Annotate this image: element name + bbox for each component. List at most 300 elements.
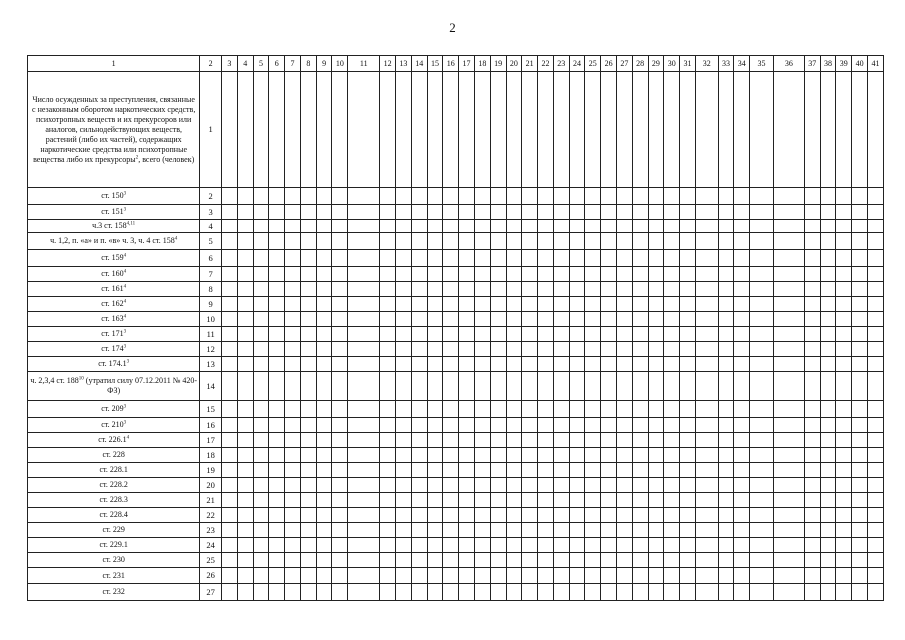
data-cell[interactable] xyxy=(490,448,506,463)
data-cell[interactable] xyxy=(695,401,718,418)
data-cell[interactable] xyxy=(285,205,301,220)
data-cell[interactable] xyxy=(538,553,554,568)
data-cell[interactable] xyxy=(718,357,734,372)
data-cell[interactable] xyxy=(300,233,316,250)
data-cell[interactable] xyxy=(300,282,316,297)
data-cell[interactable] xyxy=(474,267,490,282)
data-cell[interactable] xyxy=(553,205,569,220)
data-cell[interactable] xyxy=(553,372,569,401)
data-cell[interactable] xyxy=(718,282,734,297)
data-cell[interactable] xyxy=(585,312,601,327)
data-cell[interactable] xyxy=(348,250,380,267)
data-cell[interactable] xyxy=(836,553,852,568)
data-cell[interactable] xyxy=(648,282,664,297)
data-cell[interactable] xyxy=(750,584,774,601)
data-cell[interactable] xyxy=(695,584,718,601)
data-cell[interactable] xyxy=(490,418,506,433)
data-cell[interactable] xyxy=(506,297,522,312)
data-cell[interactable] xyxy=(601,508,617,523)
data-cell[interactable] xyxy=(718,418,734,433)
data-cell[interactable] xyxy=(506,478,522,493)
data-cell[interactable] xyxy=(380,357,396,372)
data-cell[interactable] xyxy=(443,297,459,312)
data-cell[interactable] xyxy=(648,205,664,220)
data-cell[interactable] xyxy=(616,233,632,250)
data-cell[interactable] xyxy=(427,478,443,493)
data-cell[interactable] xyxy=(680,188,696,205)
data-cell[interactable] xyxy=(750,418,774,433)
data-cell[interactable] xyxy=(443,584,459,601)
data-cell[interactable] xyxy=(396,553,412,568)
data-cell[interactable] xyxy=(718,205,734,220)
data-cell[interactable] xyxy=(474,418,490,433)
data-cell[interactable] xyxy=(632,418,648,433)
data-cell[interactable] xyxy=(253,297,269,312)
data-cell[interactable] xyxy=(269,205,285,220)
data-cell[interactable] xyxy=(569,523,585,538)
data-cell[interactable] xyxy=(253,250,269,267)
data-cell[interactable] xyxy=(648,233,664,250)
data-cell[interactable] xyxy=(443,342,459,357)
data-cell[interactable] xyxy=(569,463,585,478)
data-cell[interactable] xyxy=(396,297,412,312)
data-cell[interactable] xyxy=(253,188,269,205)
data-cell[interactable] xyxy=(474,342,490,357)
data-cell[interactable] xyxy=(443,312,459,327)
data-cell[interactable] xyxy=(538,312,554,327)
data-cell[interactable] xyxy=(506,220,522,233)
data-cell[interactable] xyxy=(852,250,868,267)
data-cell[interactable] xyxy=(601,220,617,233)
data-cell[interactable] xyxy=(750,342,774,357)
data-cell[interactable] xyxy=(490,233,506,250)
data-cell[interactable] xyxy=(664,523,680,538)
data-cell[interactable] xyxy=(285,357,301,372)
data-cell[interactable] xyxy=(734,523,750,538)
data-cell[interactable] xyxy=(852,342,868,357)
data-cell[interactable] xyxy=(750,478,774,493)
data-cell[interactable] xyxy=(616,357,632,372)
data-cell[interactable] xyxy=(804,372,820,401)
data-cell[interactable] xyxy=(459,463,475,478)
data-cell[interactable] xyxy=(332,463,348,478)
data-cell[interactable] xyxy=(348,433,380,448)
data-cell[interactable] xyxy=(695,463,718,478)
data-cell[interactable] xyxy=(506,568,522,584)
data-cell[interactable] xyxy=(474,538,490,553)
data-cell[interactable] xyxy=(680,297,696,312)
data-cell[interactable] xyxy=(222,508,238,523)
data-cell[interactable] xyxy=(836,418,852,433)
data-cell[interactable] xyxy=(459,401,475,418)
data-cell[interactable] xyxy=(443,553,459,568)
data-cell[interactable] xyxy=(285,493,301,508)
data-cell[interactable] xyxy=(734,463,750,478)
data-cell[interactable] xyxy=(585,233,601,250)
data-cell[interactable] xyxy=(852,282,868,297)
data-cell[interactable] xyxy=(648,267,664,282)
data-cell[interactable] xyxy=(836,568,852,584)
data-cell[interactable] xyxy=(664,401,680,418)
data-cell[interactable] xyxy=(538,523,554,538)
data-cell[interactable] xyxy=(804,205,820,220)
data-cell[interactable] xyxy=(443,372,459,401)
data-cell[interactable] xyxy=(852,433,868,448)
data-cell[interactable] xyxy=(237,188,253,205)
data-cell[interactable] xyxy=(427,463,443,478)
data-cell[interactable] xyxy=(222,327,238,342)
data-cell[interactable] xyxy=(553,327,569,342)
data-cell[interactable] xyxy=(695,327,718,342)
data-cell[interactable] xyxy=(538,282,554,297)
data-cell[interactable] xyxy=(569,282,585,297)
data-cell[interactable] xyxy=(474,282,490,297)
data-cell[interactable] xyxy=(601,418,617,433)
data-cell[interactable] xyxy=(380,233,396,250)
data-cell[interactable] xyxy=(569,267,585,282)
data-cell[interactable] xyxy=(474,372,490,401)
data-cell[interactable] xyxy=(222,463,238,478)
data-cell[interactable] xyxy=(585,72,601,188)
data-cell[interactable] xyxy=(804,508,820,523)
data-cell[interactable] xyxy=(601,205,617,220)
data-cell[interactable] xyxy=(734,297,750,312)
data-cell[interactable] xyxy=(396,523,412,538)
data-cell[interactable] xyxy=(569,342,585,357)
data-cell[interactable] xyxy=(332,568,348,584)
data-cell[interactable] xyxy=(396,568,412,584)
data-cell[interactable] xyxy=(718,584,734,601)
data-cell[interactable] xyxy=(522,205,538,220)
data-cell[interactable] xyxy=(443,508,459,523)
data-cell[interactable] xyxy=(804,523,820,538)
data-cell[interactable] xyxy=(601,463,617,478)
data-cell[interactable] xyxy=(750,538,774,553)
data-cell[interactable] xyxy=(680,463,696,478)
data-cell[interactable] xyxy=(616,568,632,584)
data-cell[interactable] xyxy=(750,433,774,448)
data-cell[interactable] xyxy=(332,327,348,342)
data-cell[interactable] xyxy=(632,357,648,372)
data-cell[interactable] xyxy=(285,342,301,357)
data-cell[interactable] xyxy=(411,538,427,553)
data-cell[interactable] xyxy=(285,553,301,568)
data-cell[interactable] xyxy=(380,508,396,523)
data-cell[interactable] xyxy=(506,312,522,327)
data-cell[interactable] xyxy=(522,233,538,250)
data-cell[interactable] xyxy=(718,372,734,401)
data-cell[interactable] xyxy=(222,267,238,282)
data-cell[interactable] xyxy=(569,220,585,233)
data-cell[interactable] xyxy=(734,233,750,250)
data-cell[interactable] xyxy=(852,72,868,188)
data-cell[interactable] xyxy=(632,72,648,188)
data-cell[interactable] xyxy=(269,357,285,372)
data-cell[interactable] xyxy=(734,448,750,463)
data-cell[interactable] xyxy=(773,188,804,205)
data-cell[interactable] xyxy=(348,584,380,601)
data-cell[interactable] xyxy=(300,267,316,282)
data-cell[interactable] xyxy=(852,553,868,568)
data-cell[interactable] xyxy=(601,372,617,401)
data-cell[interactable] xyxy=(648,250,664,267)
data-cell[interactable] xyxy=(253,493,269,508)
data-cell[interactable] xyxy=(632,312,648,327)
data-cell[interactable] xyxy=(222,220,238,233)
data-cell[interactable] xyxy=(316,282,332,297)
data-cell[interactable] xyxy=(553,418,569,433)
data-cell[interactable] xyxy=(632,553,648,568)
data-cell[interactable] xyxy=(648,297,664,312)
data-cell[interactable] xyxy=(585,418,601,433)
data-cell[interactable] xyxy=(601,478,617,493)
data-cell[interactable] xyxy=(601,282,617,297)
data-cell[interactable] xyxy=(538,418,554,433)
data-cell[interactable] xyxy=(852,523,868,538)
data-cell[interactable] xyxy=(680,523,696,538)
data-cell[interactable] xyxy=(867,312,883,327)
data-cell[interactable] xyxy=(664,220,680,233)
data-cell[interactable] xyxy=(348,282,380,297)
data-cell[interactable] xyxy=(380,312,396,327)
data-cell[interactable] xyxy=(237,220,253,233)
data-cell[interactable] xyxy=(632,584,648,601)
data-cell[interactable] xyxy=(490,584,506,601)
data-cell[interactable] xyxy=(285,282,301,297)
data-cell[interactable] xyxy=(253,72,269,188)
data-cell[interactable] xyxy=(867,538,883,553)
data-cell[interactable] xyxy=(867,433,883,448)
data-cell[interactable] xyxy=(601,72,617,188)
data-cell[interactable] xyxy=(490,553,506,568)
data-cell[interactable] xyxy=(632,433,648,448)
data-cell[interactable] xyxy=(411,433,427,448)
data-cell[interactable] xyxy=(601,584,617,601)
data-cell[interactable] xyxy=(332,312,348,327)
data-cell[interactable] xyxy=(237,553,253,568)
data-cell[interactable] xyxy=(538,508,554,523)
data-cell[interactable] xyxy=(585,538,601,553)
data-cell[interactable] xyxy=(443,72,459,188)
data-cell[interactable] xyxy=(664,584,680,601)
data-cell[interactable] xyxy=(332,188,348,205)
data-cell[interactable] xyxy=(852,312,868,327)
data-cell[interactable] xyxy=(396,282,412,297)
data-cell[interactable] xyxy=(695,297,718,312)
data-cell[interactable] xyxy=(773,478,804,493)
data-cell[interactable] xyxy=(804,584,820,601)
data-cell[interactable] xyxy=(680,220,696,233)
data-cell[interactable] xyxy=(648,433,664,448)
data-cell[interactable] xyxy=(300,205,316,220)
data-cell[interactable] xyxy=(285,233,301,250)
data-cell[interactable] xyxy=(348,418,380,433)
data-cell[interactable] xyxy=(680,433,696,448)
data-cell[interactable] xyxy=(820,478,836,493)
data-cell[interactable] xyxy=(222,553,238,568)
data-cell[interactable] xyxy=(601,523,617,538)
data-cell[interactable] xyxy=(695,508,718,523)
data-cell[interactable] xyxy=(411,478,427,493)
data-cell[interactable] xyxy=(474,433,490,448)
data-cell[interactable] xyxy=(820,250,836,267)
data-cell[interactable] xyxy=(459,250,475,267)
data-cell[interactable] xyxy=(222,282,238,297)
data-cell[interactable] xyxy=(616,493,632,508)
data-cell[interactable] xyxy=(316,342,332,357)
data-cell[interactable] xyxy=(396,493,412,508)
data-cell[interactable] xyxy=(820,448,836,463)
data-cell[interactable] xyxy=(490,463,506,478)
data-cell[interactable] xyxy=(718,568,734,584)
data-cell[interactable] xyxy=(553,433,569,448)
data-cell[interactable] xyxy=(522,523,538,538)
data-cell[interactable] xyxy=(601,357,617,372)
data-cell[interactable] xyxy=(852,357,868,372)
data-cell[interactable] xyxy=(836,523,852,538)
data-cell[interactable] xyxy=(474,220,490,233)
data-cell[interactable] xyxy=(648,538,664,553)
data-cell[interactable] xyxy=(253,523,269,538)
data-cell[interactable] xyxy=(237,327,253,342)
data-cell[interactable] xyxy=(664,233,680,250)
data-cell[interactable] xyxy=(253,312,269,327)
data-cell[interactable] xyxy=(836,584,852,601)
data-cell[interactable] xyxy=(648,523,664,538)
data-cell[interactable] xyxy=(538,233,554,250)
data-cell[interactable] xyxy=(664,312,680,327)
data-cell[interactable] xyxy=(616,72,632,188)
data-cell[interactable] xyxy=(459,357,475,372)
data-cell[interactable] xyxy=(773,418,804,433)
data-cell[interactable] xyxy=(750,282,774,297)
data-cell[interactable] xyxy=(332,401,348,418)
data-cell[interactable] xyxy=(427,401,443,418)
data-cell[interactable] xyxy=(380,282,396,297)
data-cell[interactable] xyxy=(348,342,380,357)
data-cell[interactable] xyxy=(680,553,696,568)
data-cell[interactable] xyxy=(616,418,632,433)
data-cell[interactable] xyxy=(804,233,820,250)
data-cell[interactable] xyxy=(411,327,427,342)
data-cell[interactable] xyxy=(285,297,301,312)
data-cell[interactable] xyxy=(522,297,538,312)
data-cell[interactable] xyxy=(820,327,836,342)
data-cell[interactable] xyxy=(348,267,380,282)
data-cell[interactable] xyxy=(459,372,475,401)
data-cell[interactable] xyxy=(569,553,585,568)
data-cell[interactable] xyxy=(852,493,868,508)
data-cell[interactable] xyxy=(804,297,820,312)
data-cell[interactable] xyxy=(553,357,569,372)
data-cell[interactable] xyxy=(506,282,522,297)
data-cell[interactable] xyxy=(538,267,554,282)
data-cell[interactable] xyxy=(443,327,459,342)
data-cell[interactable] xyxy=(222,478,238,493)
data-cell[interactable] xyxy=(718,538,734,553)
data-cell[interactable] xyxy=(427,584,443,601)
data-cell[interactable] xyxy=(718,401,734,418)
data-cell[interactable] xyxy=(253,267,269,282)
data-cell[interactable] xyxy=(601,538,617,553)
data-cell[interactable] xyxy=(269,342,285,357)
data-cell[interactable] xyxy=(474,401,490,418)
data-cell[interactable] xyxy=(773,508,804,523)
data-cell[interactable] xyxy=(773,448,804,463)
data-cell[interactable] xyxy=(506,553,522,568)
data-cell[interactable] xyxy=(316,508,332,523)
data-cell[interactable] xyxy=(459,72,475,188)
data-cell[interactable] xyxy=(300,312,316,327)
data-cell[interactable] xyxy=(443,267,459,282)
data-cell[interactable] xyxy=(538,584,554,601)
data-cell[interactable] xyxy=(648,568,664,584)
data-cell[interactable] xyxy=(569,357,585,372)
data-cell[interactable] xyxy=(632,342,648,357)
data-cell[interactable] xyxy=(411,401,427,418)
data-cell[interactable] xyxy=(459,220,475,233)
data-cell[interactable] xyxy=(553,448,569,463)
data-cell[interactable] xyxy=(348,372,380,401)
data-cell[interactable] xyxy=(773,463,804,478)
data-cell[interactable] xyxy=(380,327,396,342)
data-cell[interactable] xyxy=(632,493,648,508)
data-cell[interactable] xyxy=(616,297,632,312)
data-cell[interactable] xyxy=(734,401,750,418)
data-cell[interactable] xyxy=(718,250,734,267)
data-cell[interactable] xyxy=(750,188,774,205)
data-cell[interactable] xyxy=(490,538,506,553)
data-cell[interactable] xyxy=(506,433,522,448)
data-cell[interactable] xyxy=(804,401,820,418)
data-cell[interactable] xyxy=(269,72,285,188)
data-cell[interactable] xyxy=(867,478,883,493)
data-cell[interactable] xyxy=(222,493,238,508)
data-cell[interactable] xyxy=(734,568,750,584)
data-cell[interactable] xyxy=(411,463,427,478)
data-cell[interactable] xyxy=(750,327,774,342)
data-cell[interactable] xyxy=(718,188,734,205)
data-cell[interactable] xyxy=(474,327,490,342)
data-cell[interactable] xyxy=(734,282,750,297)
data-cell[interactable] xyxy=(506,538,522,553)
data-cell[interactable] xyxy=(569,493,585,508)
data-cell[interactable] xyxy=(411,72,427,188)
data-cell[interactable] xyxy=(396,188,412,205)
data-cell[interactable] xyxy=(300,433,316,448)
data-cell[interactable] xyxy=(804,493,820,508)
data-cell[interactable] xyxy=(695,568,718,584)
data-cell[interactable] xyxy=(348,357,380,372)
data-cell[interactable] xyxy=(648,401,664,418)
data-cell[interactable] xyxy=(459,297,475,312)
data-cell[interactable] xyxy=(616,188,632,205)
data-cell[interactable] xyxy=(585,448,601,463)
data-cell[interactable] xyxy=(474,205,490,220)
data-cell[interactable] xyxy=(632,478,648,493)
data-cell[interactable] xyxy=(852,508,868,523)
data-cell[interactable] xyxy=(648,342,664,357)
data-cell[interactable] xyxy=(332,250,348,267)
data-cell[interactable] xyxy=(396,205,412,220)
data-cell[interactable] xyxy=(506,188,522,205)
data-cell[interactable] xyxy=(836,233,852,250)
data-cell[interactable] xyxy=(222,418,238,433)
data-cell[interactable] xyxy=(285,448,301,463)
data-cell[interactable] xyxy=(427,523,443,538)
data-cell[interactable] xyxy=(750,401,774,418)
data-cell[interactable] xyxy=(852,220,868,233)
